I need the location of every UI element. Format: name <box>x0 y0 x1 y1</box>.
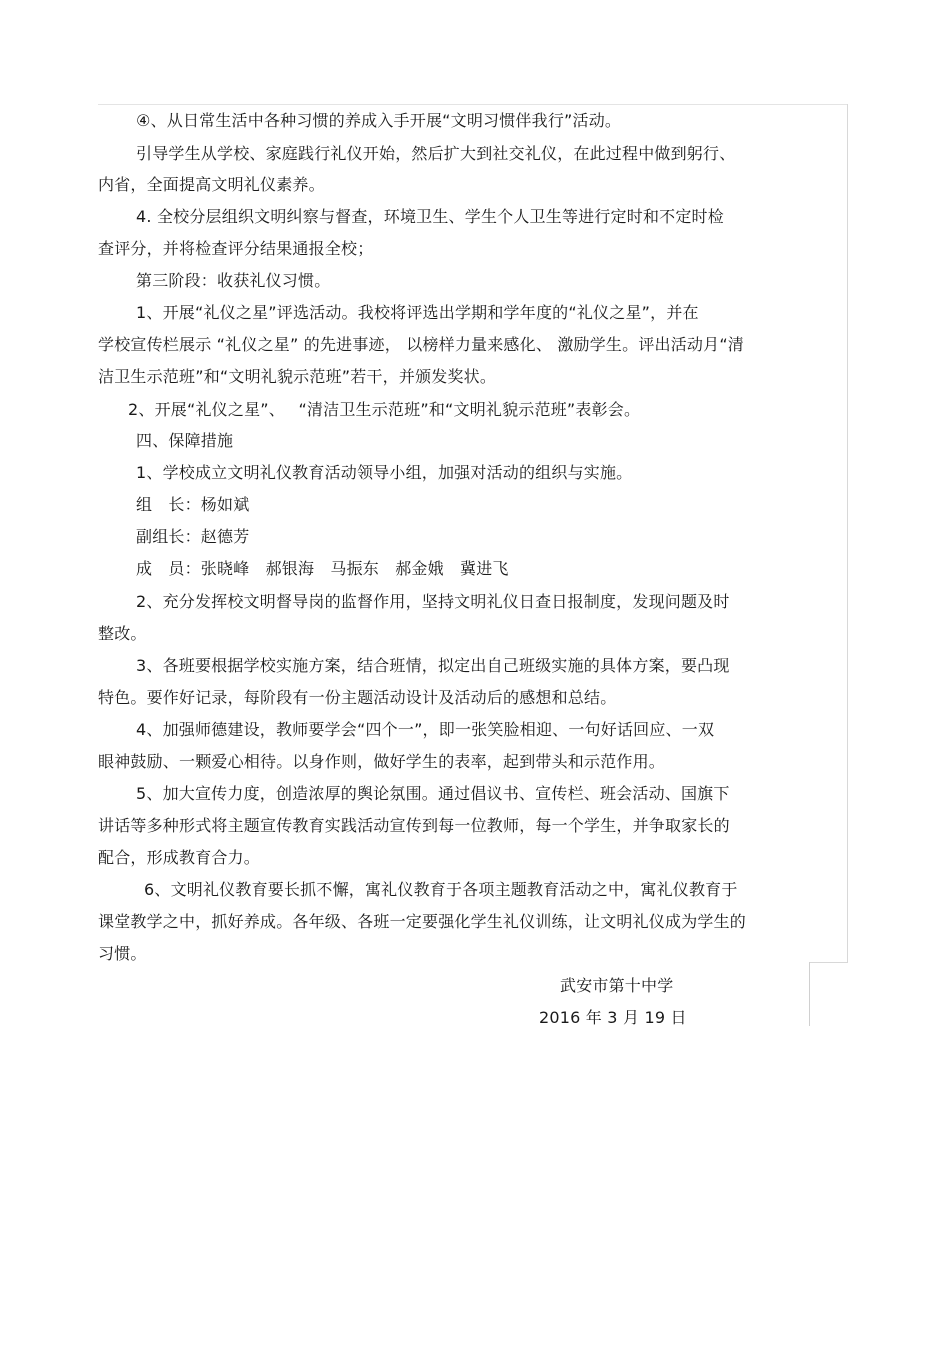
text-line-23: 讲话等多种形式将主题宣传教育实践活动宣传到每一位教师，每一个学生，并争取家长的 <box>98 816 730 835</box>
text-line-3: 内省，全面提高文明礼仪素养。 <box>98 175 325 194</box>
text-line-15: 成 员：张晓峰 郝银海 马振东 郝金娥 冀进飞 <box>136 559 509 578</box>
text-line-16: 2、充分发挥校文明督导岗的监督作用，坚持文明礼仪日查日报制度，发现问题及时 <box>136 592 730 611</box>
text-line-13: 组 长：杨如斌 <box>136 495 250 514</box>
text-line-12: 1、学校成立文明礼仪教育活动领导小组，加强对活动的组织与实施。 <box>136 463 633 482</box>
text-line-17: 整改。 <box>98 624 147 643</box>
text-line-20: 4、加强师德建设，教师要学会“四个一”，即一张笑脸相迎、一句好话回应、一双 <box>136 720 715 739</box>
text-line-22: 5、加大宣传力度，创造浓厚的舆论氛围。通过倡议书、宣传栏、班会活动、国旗下 <box>136 784 730 803</box>
text-line-18: 3、各班要根据学校实施方案，结合班情，拟定出自己班级实施的具体方案，要凸现 <box>136 656 730 675</box>
text-line-8: 学校宣传栏展示 “礼仪之星” 的先进事迹， 以榜样力量来感化、 激励学生。评出活动月“清 <box>98 335 745 354</box>
frame-top-rule <box>98 104 848 105</box>
text-line-7: 1、开展“礼仪之星”评选活动。我校将评选出学期和学年度的“礼仪之星”，并在 <box>136 303 699 322</box>
signature-date: 2016 年 3 月 19 日 <box>539 1008 687 1027</box>
text-line-25: 6、文明礼仪教育要长抓不懈，寓礼仪教育于各项主题教育活动之中，寓礼仪教育于 <box>144 880 738 899</box>
frame-inner-rule <box>809 962 810 1026</box>
signature-org: 武安市第十中学 <box>560 976 674 995</box>
text-line-6: 第三阶段：收获礼仪习惯。 <box>136 271 331 290</box>
text-line-14: 副组长：赵德芳 <box>136 527 250 546</box>
text-line-27: 习惯。 <box>98 944 147 963</box>
text-line-26: 课堂教学之中，抓好养成。各年级、各班一定要强化学生礼仪训练，让文明礼仪成为学生的 <box>98 912 747 931</box>
text-line-9: 洁卫生示范班”和“文明礼貌示范班”若干，并颁发奖状。 <box>98 367 497 386</box>
text-line-24: 配合，形成教育合力。 <box>98 848 261 867</box>
text-line-10: 2、开展“礼仪之星”、 “清洁卫生示范班”和“文明礼貌示范班”表彰会。 <box>128 400 641 419</box>
text-line-5: 查评分，并将检查评分结果通报全校； <box>98 239 374 258</box>
frame-right-rule <box>847 104 848 962</box>
text-line-1: ④、从日常生活中各种习惯的养成入手开展“文明习惯伴我行”活动。 <box>136 111 622 130</box>
text-line-2: 引导学生从学校、家庭践行礼仪开始，然后扩大到社交礼仪，在此过程中做到躬行、 <box>136 144 736 163</box>
text-line-19: 特色。要作好记录，每阶段有一份主题活动设计及活动后的感想和总结。 <box>98 688 617 707</box>
frame-bottom-rule <box>810 962 848 963</box>
text-line-4: 4. 全校分层组织文明纠察与督查，环境卫生、学生个人卫生等进行定时和不定时检 <box>136 207 724 226</box>
text-line-21: 眼神鼓励、一颗爱心相待。以身作则，做好学生的表率，起到带头和示范作用。 <box>98 752 666 771</box>
text-line-11: 四、保障措施 <box>136 431 234 450</box>
